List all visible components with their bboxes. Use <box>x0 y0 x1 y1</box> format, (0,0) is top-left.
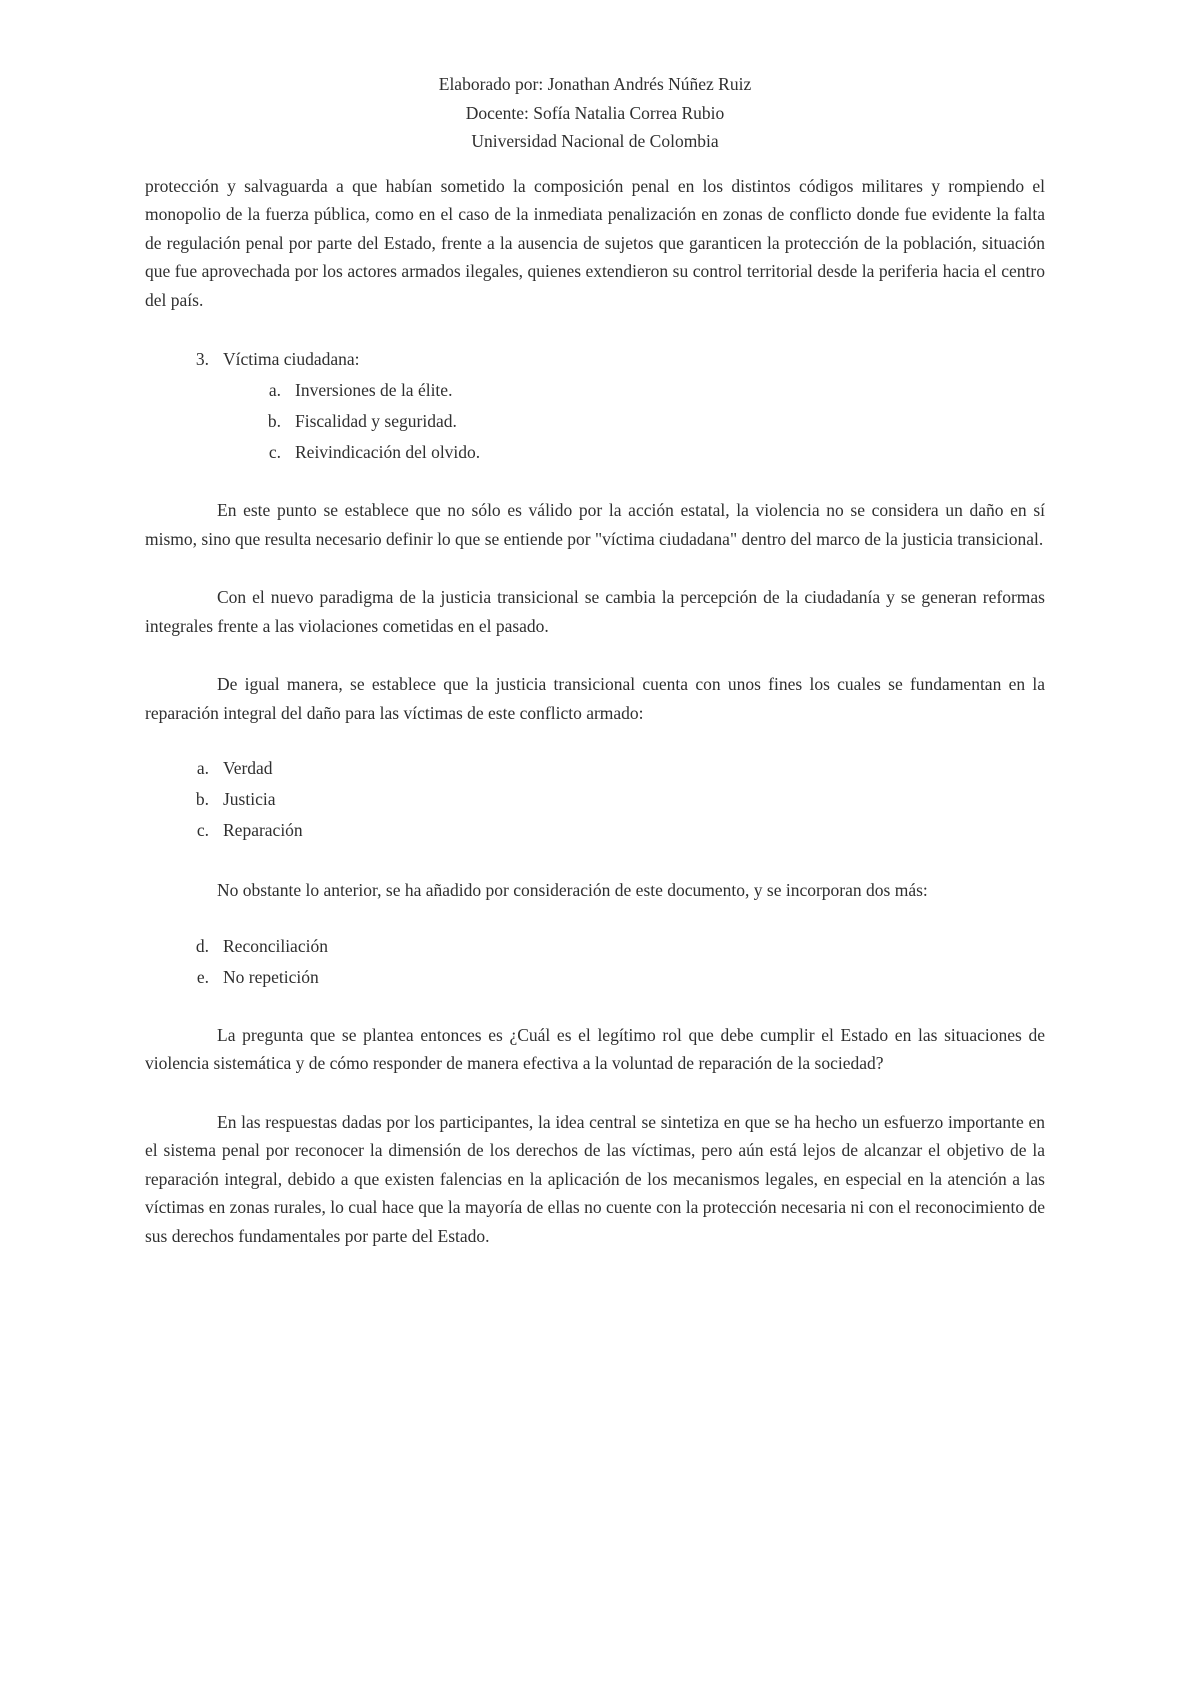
list-item-text: Verdad <box>223 758 273 778</box>
body-paragraph: Con el nuevo paradigma de la justicia transicional se cambia la percepción de la ciudadanía y se generan reformas integrales frente a las violaciones cometidas en el pasado. <box>145 587 1045 636</box>
list-item-text: Justicia <box>223 789 276 809</box>
sub-list-item <box>145 375 1045 406</box>
list-item <box>145 344 1045 375</box>
list-item-text: Víctima ciudadana: <box>223 349 360 369</box>
lettered-list <box>145 753 1045 846</box>
list-marker: b. <box>267 411 281 431</box>
list-item-text: Fiscalidad y seguridad. <box>295 411 457 431</box>
body-paragraph: De igual manera, se establece que la justicia transicional cuenta con unos fines los cuales se fundamentan en la reparación integral del daño para las víctimas de este conflicto armado: <box>145 674 1045 723</box>
list-item <box>145 753 1045 784</box>
list-marker: e. <box>196 966 209 987</box>
list-marker: b. <box>195 789 209 809</box>
author-line: Elaborado por: Jonathan Andrés Núñez Ruiz <box>438 74 752 94</box>
body-paragraph: En este punto se establece que no sólo es válido por la acción estatal, la violencia no se considera un daño en sí mismo, sino que resulta necesario definir lo que se entiende por "víctima ciudadana" dentro del marco de la justicia transicional. <box>145 500 1045 549</box>
list-item <box>145 931 1045 962</box>
list-marker: c. <box>196 820 209 840</box>
list-item-text: No repetición <box>223 966 319 987</box>
list-item-text: Reconciliación <box>223 935 328 956</box>
list-marker: d. <box>195 935 209 956</box>
numbered-list <box>145 344 1045 468</box>
teacher-line: Docente: Sofía Natalia Correa Rubio <box>465 102 725 123</box>
list-item-text: Reparación <box>223 820 303 840</box>
list-marker: c. <box>268 442 281 462</box>
body-paragraph: En las respuestas dadas por los participantes, la idea central se sintetiza en que se ha hecho un esfuerzo importante en el sistema penal por reconocer la dimensión de los derechos de las víctimas, pero aún está lejos de alcanzar el objetivo de la reparación integral, debido a que existen falencias en la aplicación de los mecanismos legales, en especial en la atención a las víctimas en zonas rurales, lo cual hace que la mayoría de ellas no cuente con la protección necesaria ni con el reconocimiento de sus derechos fundamentales por parte del Estado. <box>145 1111 1045 1246</box>
list-marker: a. <box>268 380 281 400</box>
sub-list-item <box>145 437 1045 468</box>
list-marker: a. <box>196 758 209 778</box>
list-marker: 3. <box>195 349 209 369</box>
university-line: Universidad Nacional de Colombia <box>471 131 719 151</box>
sub-list-item <box>145 406 1045 437</box>
body-paragraph: protección y salvaguarda a que habían sometido la composición penal en los distintos códigos militares y rompiendo el monopolio de la fuerza pública, como en el caso de la inmediata penalización en zonas de conflicto donde fue evidente la falta de regulación penal por parte del Estado, frente a la ausencia de sujetos que garanticen la protección de la población, situación que fue aprovechada por los actores armados ilegales, quienes extendieron su control territorial desde la periferia hacia el centro del país. <box>145 175 1045 310</box>
list-item <box>145 784 1045 815</box>
document-header <box>145 70 1045 156</box>
body-paragraph: La pregunta que se plantea entonces es ¿Cuál es el legítimo rol que debe cumplir el Estado en las situaciones de violencia sistemática y de cómo responder de manera efectiva a la voluntad de reparación de la sociedad? <box>145 1024 1045 1073</box>
body-paragraph: No obstante lo anterior, se ha añadido por consideración de este documento, y se incorporan dos más: <box>217 880 928 900</box>
lettered-list-continued <box>145 931 1045 993</box>
list-item <box>145 962 1045 993</box>
list-item <box>145 815 1045 846</box>
list-item-text: Inversiones de la élite. <box>295 380 453 400</box>
list-item-text: Reivindicación del olvido. <box>295 442 481 462</box>
